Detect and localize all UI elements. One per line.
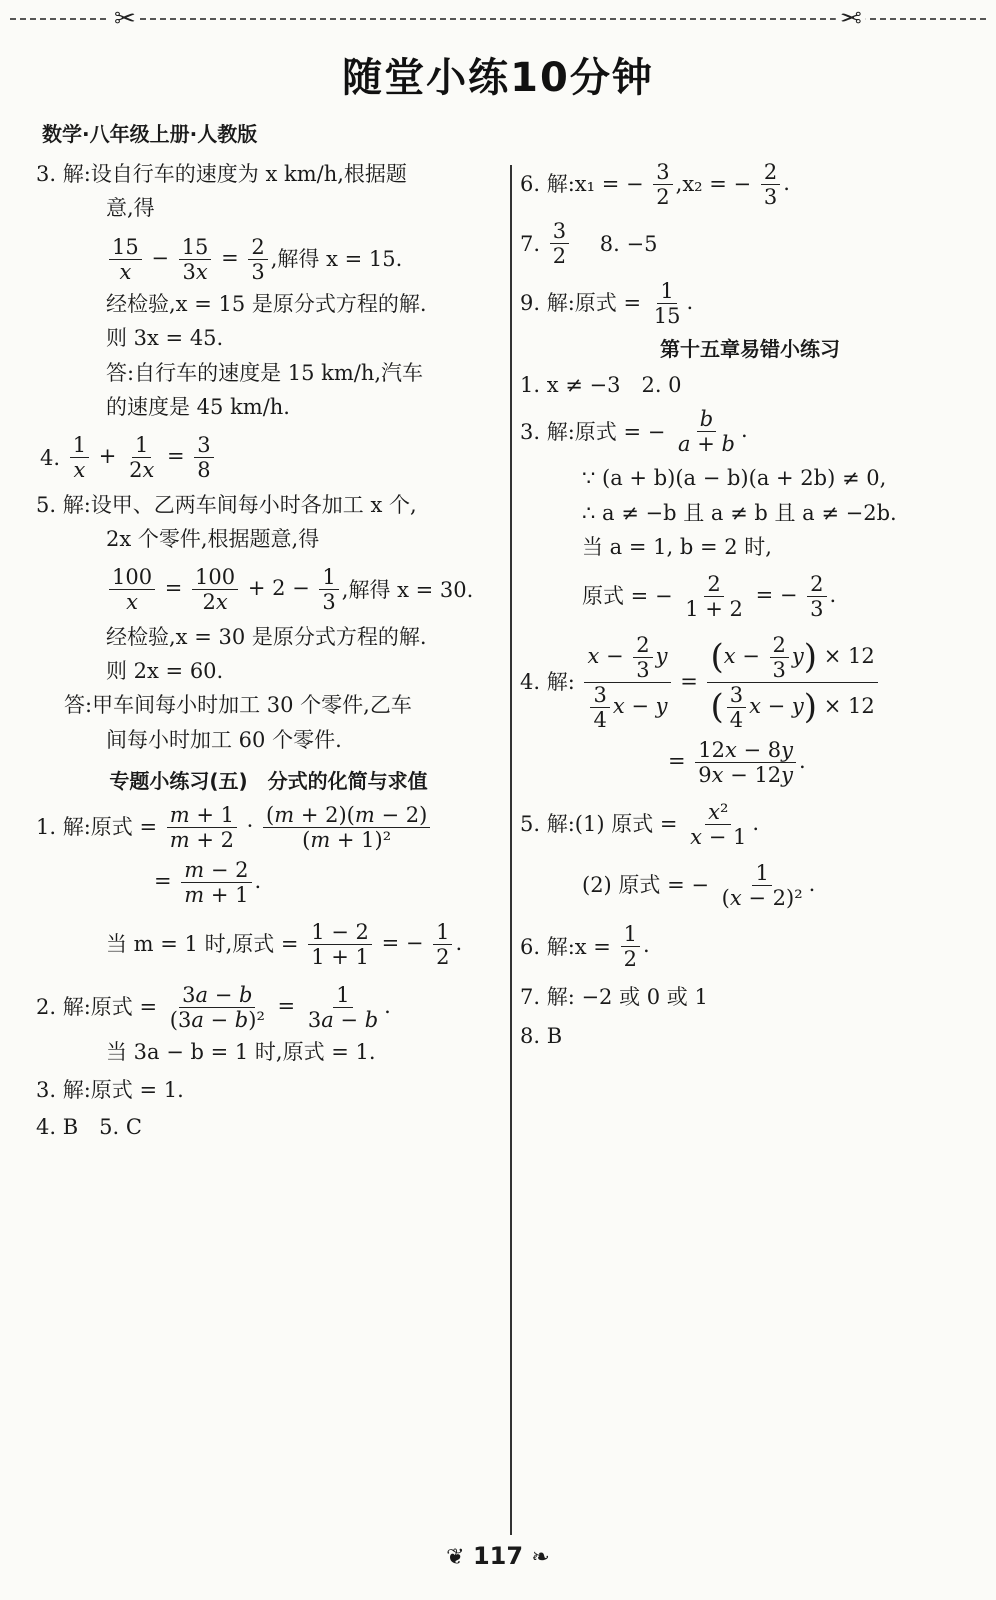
equation-line: 4. 解: x − $\frac{2}{3}$ y $\frac{3}{4}$ x − y = (x − $\frac{2}{3}$ y) × 12 ( $\frac{3}{4}$ x − y) × 12 (520, 633, 980, 733)
fraction: (x − $\frac{2}{3}$ y) × 12 ( $\frac{3}{4}$ x − y) × 12 (707, 633, 877, 733)
fraction: $\frac{100}{x}$ (109, 565, 155, 614)
right-column (520, 160, 980, 1048)
ornament-icon: ❧ (531, 1545, 550, 1570)
fraction: $\frac{b}{a + b}$ (678, 407, 735, 457)
column-divider (510, 165, 512, 1535)
fraction: $\frac{1}{x}$ (70, 433, 89, 482)
text-line: 间每小时加工 60 个零件. (106, 727, 342, 752)
equation-line: 2. 解:原式 = $\frac{3a - b}{\text{(3a − b)²}}$ = $\frac{1}{3a - b}$ . (36, 982, 391, 1032)
page-title: 随堂小练10分钟 (342, 55, 654, 101)
fraction: $\frac{3}{8}$ (194, 433, 213, 482)
text-line: 3. 解:原式 = 1. (36, 1078, 184, 1103)
text-line: 则 3x = 45. (106, 326, 224, 351)
fraction: $\frac{1}{2x}$ (129, 433, 155, 483)
fraction: $\frac{1}{3}$ (319, 565, 338, 614)
page-footer (0, 1542, 996, 1570)
fraction: $\frac{1}{2}$ (433, 920, 452, 969)
equation-line: 6. 解:x = $\frac{1}{2}$ . (520, 922, 650, 972)
fraction: $\frac{3}{2}$ (653, 160, 672, 209)
equation-line: = $\frac{m - 2}{m + 1}$ . (154, 858, 262, 908)
equation-line: 9. 解:原式 = $\frac{1}{15}$ . (520, 278, 694, 328)
fraction: $\frac{1}{2}$ (621, 922, 640, 971)
equation-line: 7. $\frac{3}{2}$ 8. −5 (520, 219, 658, 269)
page-number: 117 (472, 1542, 524, 1570)
fraction: $\frac{1}{15}$ (653, 278, 681, 328)
equation-line: 5. 解:(1) 原式 = $\frac{\text{x²}}{x - 1}$ . (520, 799, 760, 849)
fraction: $\frac{2}{3}$ (807, 572, 826, 621)
equation-line: 当 m = 1 时,原式 = $\frac{1 - 2}{1 + 1}$ = − $\frac{1}{2}$ . (106, 919, 463, 969)
equation-line: 4. $\frac{1}{x}$ + $\frac{1}{2x}$ = $\frac{3}{8}$ (36, 433, 501, 482)
equation-line: 1. 解:原式 = $\frac{m + 1}{m + 2}$ · $\frac{(m + 2)(m - 2)}{\text{(m + 1)²}}$ (36, 803, 501, 852)
text-line: 2x 个零件,根据题意,得 (106, 526, 320, 551)
equation-line: 原式 = − $\frac{2}{1 + 2}$ = − $\frac{2}{3}$ . (582, 571, 837, 621)
text-line: 1. x ≠ −3 2. 0 (520, 372, 682, 397)
fraction: $\frac{m - 2}{m + 1}$ (181, 858, 251, 907)
fraction: $\frac{2}{3}$ (248, 235, 267, 284)
text-line: 8. B (520, 1023, 563, 1048)
fraction: x − $\frac{2}{3}$ y $\frac{3}{4}$ x − y (584, 633, 670, 733)
text-line: 7. 解: −2 或 0 或 1 (520, 985, 708, 1010)
scissors-icon: ✂ (836, 6, 866, 32)
scissors-icon: ✂ (110, 6, 140, 32)
text-line: ∴ a ≠ −b 且 a ≠ b 且 a ≠ −2b. (582, 500, 897, 525)
ornament-icon: ❦ (446, 1545, 465, 1570)
left-column (36, 160, 501, 1139)
fraction: $\frac{1}{3a - b}$ (307, 982, 379, 1032)
text-line: 则 2x = 60. (106, 658, 224, 683)
fraction: $\frac{(m + 2)(m - 2)}{\text{(m + 1)²}}$ (263, 803, 430, 852)
text-line: ∵ (a + b)(a − b)(a + 2b) ≠ 0, (582, 466, 887, 491)
fraction: $\frac{3}{2}$ (550, 219, 569, 268)
fraction: $\frac{m + 1}{m + 2}$ (167, 803, 237, 852)
fraction: $\frac{2}{3}$ (761, 160, 780, 209)
text-line: 4. B 5. C (36, 1114, 142, 1139)
book-header: 数学·八年级上册·人教版 (42, 122, 258, 146)
section-heading: 第十五章易错小练习 (660, 336, 840, 361)
text-line: 意,得 (106, 196, 155, 221)
fraction: $\frac{12x - 8y}{9x - 12y}$ (695, 738, 796, 787)
fraction: $\frac{15}{3x}$ (179, 235, 212, 284)
text-line: 经检验,x = 30 是原分式方程的解. (106, 624, 427, 649)
equation-line: 3. 解:原式 = − $\frac{b}{a + b}$ . (520, 407, 748, 457)
equation-line: = $\frac{12x - 8y}{9x - 12y}$ . (668, 738, 806, 788)
text-line: 答:甲车间每小时加工 30 个零件,乙车 (64, 693, 412, 718)
equation-line: $\frac{15}{x}$ − $\frac{15}{3x}$ = $\frac{2}{3}$ ,解得 x = 15. (36, 235, 501, 284)
equation-line: $\frac{100}{x}$ = $\frac{100}{2x}$ + 2 − $\frac{1}{3}$ ,解得 x = 30. (36, 565, 501, 614)
text-line: 5. 解:设甲、乙两车间每小时各加工 x 个, (36, 492, 417, 517)
fraction: $\frac{2}{1 + 2}$ (685, 571, 743, 621)
text-line: 当 a = 1, b = 2 时, (582, 535, 772, 560)
fraction: $\frac{\text{x²}}{x - 1}$ (690, 799, 747, 849)
equation-line: 6. 解:x₁ = − $\frac{3}{2}$ ,x₂ = − $\frac{2}{3}$ . (520, 160, 790, 210)
cut-line (0, 4, 996, 34)
fraction: $\frac{1 - 2}{1 + 1}$ (308, 920, 372, 969)
fraction: $\frac{1}{\text{(x − 2)²}}$ (721, 860, 803, 911)
fraction: $\frac{100}{2x}$ (192, 565, 238, 614)
fraction: $\frac{3a - b}{\text{(3a − b)²}}$ (169, 982, 265, 1032)
fraction: $\frac{15}{x}$ (109, 235, 142, 284)
text-line: 的速度是 45 km/h. (106, 395, 290, 419)
text-line: 经检验,x = 15 是原分式方程的解. (106, 291, 427, 316)
text-line: 3. 解:设自行车的速度为 x km/h,根据题 (36, 162, 407, 186)
text-line: 当 3a − b = 1 时,原式 = 1. (106, 1040, 376, 1065)
section-heading: 专题小练习(五) 分式的化简与求值 (109, 768, 428, 793)
text-line: 答:自行车的速度是 15 km/h,汽车 (106, 360, 424, 385)
equation-line: (2) 原式 = − $\frac{1}{\text{(x − 2)²}}$ . (582, 860, 816, 911)
